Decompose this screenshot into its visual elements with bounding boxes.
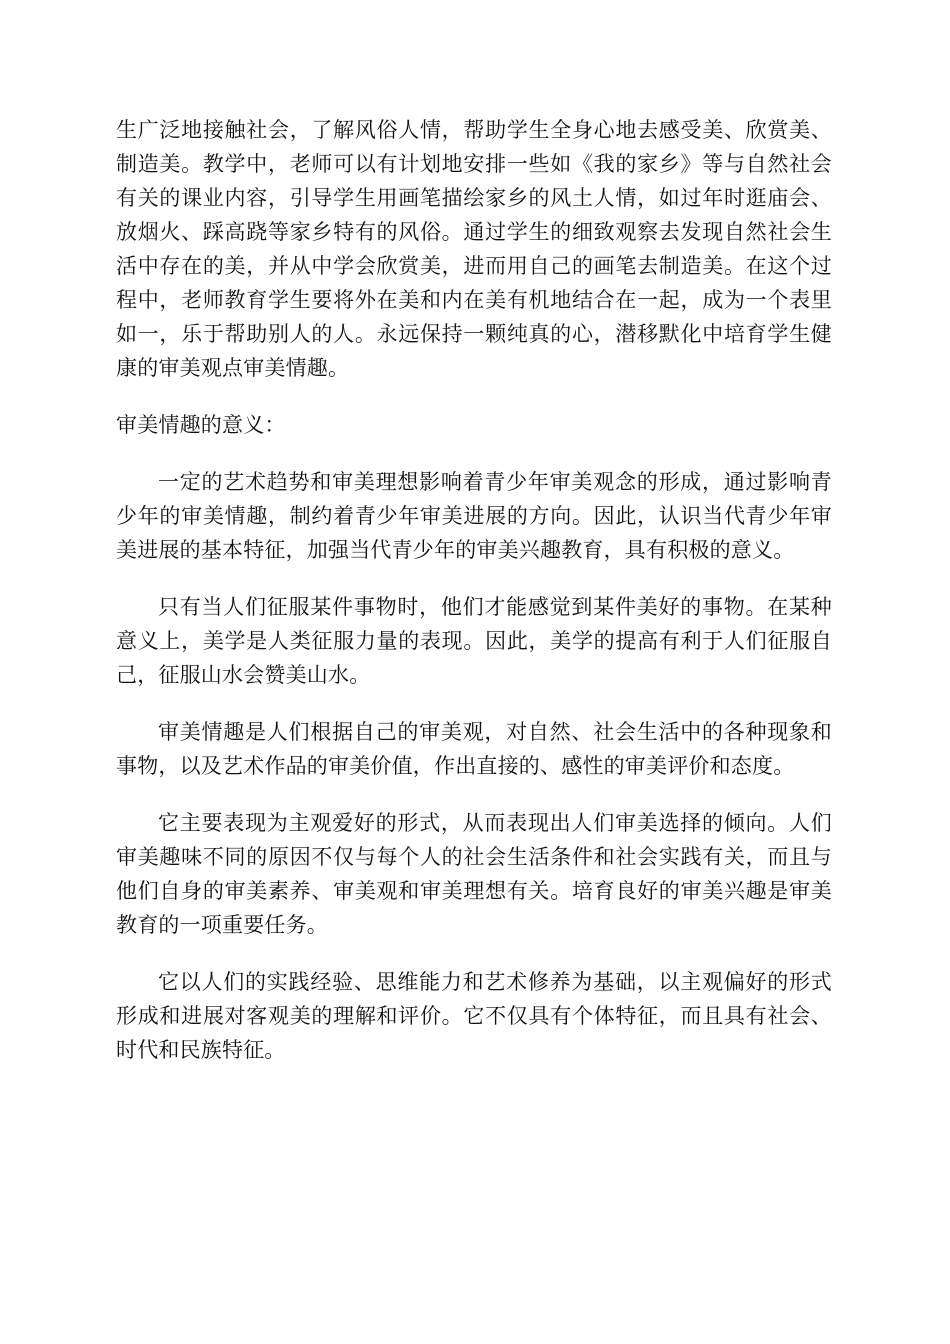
paragraph-continuation: 生广泛地接触社会，了解风俗人情，帮助学生全身心地去感受美、欣赏美、制造美。教学中，老师可以有计划地安排一些如《我的家乡》等与自然社会有关的课业内容，引导学生用画笔描绘家乡的风土人情，如过年时逛庙会、放烟火、踩高跷等家乡特有的风俗。通过学生的细致观察去发现自然社会生活中存在的美，并从中学会欣赏美，进而用自己的画笔去制造美。在这个过程中，老师教育学生要将外在美和内在美有机地结合在一起，成为一个表里如一，乐于帮助别人的人。永远保持一颗纯真的心，潜移默化中培育学生健康的审美观点审美情趣。 — [116, 118, 832, 380]
paragraph: 只有当人们征服某件事物时，他们才能感觉到某件美好的事物。在某种意义上，美学是人类征服力量的表现。因此，美学的提高有利于人们征服自己，征服山水会赞美山水。 — [116, 595, 832, 687]
section-heading: 审美情趣的意义： — [116, 413, 286, 437]
paragraph: 审美情趣是人们根据自己的审美观，对自然、社会生活中的各种现象和事物，以及艺术作品的审美价值，作出直接的、感性的审美评价和态度。 — [116, 720, 832, 778]
document-body — [116, 113, 832, 1090]
paragraph: 它主要表现为主观爱好的形式，从而表现出人们审美选择的倾向。人们审美趣味不同的原因不仅与每个人的社会生活条件和社会实践有关，而且与他们自身的审美素养、审美观和审美理想有关。培育良好的审美兴趣是审美教育的一项重要任务。 — [116, 811, 832, 937]
paragraph: 一定的艺术趋势和审美理想影响着青少年审美观念的形成，通过影响青少年的审美情趣，制约着青少年审美进展的方向。因此，认识当代青少年审美进展的基本特征，加强当代青少年的审美兴趣教育，具有积极的意义。 — [116, 470, 832, 562]
paragraph: 它以人们的实践经验、思维能力和艺术修养为基础，以主观偏好的形式形成和进展对客观美的理解和评价。它不仅具有个体特征，而且具有社会、时代和民族特征。 — [116, 970, 832, 1062]
